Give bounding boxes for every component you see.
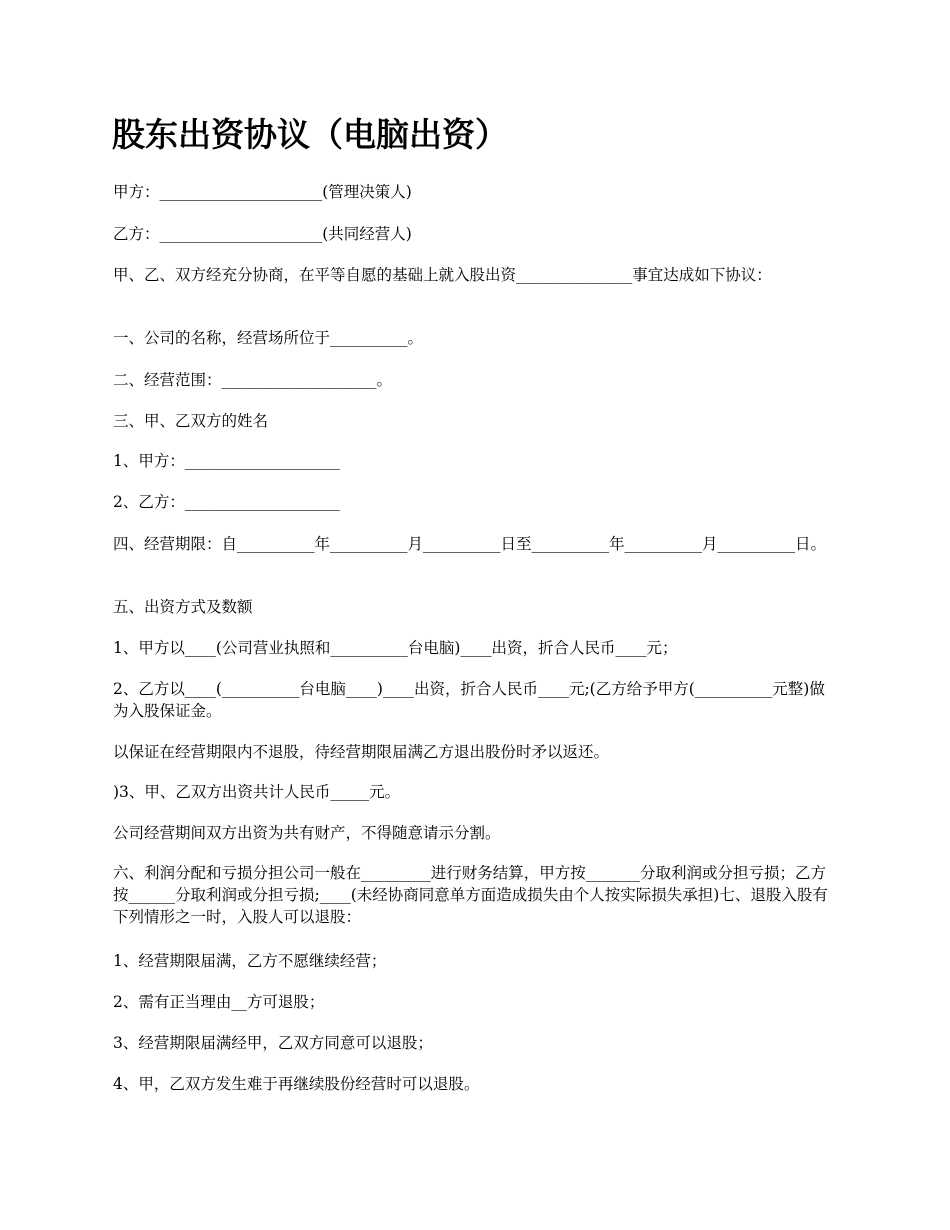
- clause-5-joint-property: 公司经营期间双方出资为共有财产，不得随意请示分割。: [113, 824, 501, 842]
- withdrawal-condition-1: 1、经营期限届满，乙方不愿继续经营；: [113, 952, 387, 970]
- clause-4-term: 四、经营期限：自__________年__________月__________日至__________年__________月__________日。: [113, 535, 827, 553]
- party-b-line: 乙方：_____________________(共同经营人): [113, 225, 412, 243]
- clause-5-total-contribution: )3、甲、乙双方出资共计人民币_____元。: [113, 783, 401, 801]
- withdrawal-condition-2: 2、需有正当理由__方可退股；: [113, 993, 325, 1011]
- clause-1-company-name: 一、公司的名称，经营场所位于__________。: [113, 329, 424, 347]
- clause-5-party-a-contribution: 1、甲方以____(公司营业执照和__________台电脑)____出资，折合人民币____元；: [113, 639, 678, 657]
- clause-5-deposit-note: 以保证在经营期限内不退股，待经营期限届满乙方退出股份时矛以返还。: [113, 743, 610, 761]
- clause-5-heading: 五、出资方式及数额: [113, 598, 253, 616]
- clause-3-party-b-name: 2、乙方：____________________: [113, 493, 340, 511]
- clause-3-party-a-name: 1、甲方：____________________: [113, 452, 340, 470]
- withdrawal-condition-4: 4、甲，乙双方发生难于再继续股份经营时可以退股。: [113, 1075, 480, 1093]
- agreement-preamble: 甲、乙、双方经充分协商，在平等自愿的基础上就入股出资_______________事宜达成如下协议：: [113, 266, 772, 284]
- clause-2-business-scope: 二、经营范围：____________________。: [113, 371, 393, 389]
- party-a-line: 甲方：_____________________(管理决策人): [113, 183, 412, 201]
- document-title: 股东出资协议（电脑出资）: [112, 115, 508, 154]
- clause-6-profit-distribution: 六、利润分配和亏损分担公司一般在_________进行财务结算，甲方按_______分取利润或分担亏损；乙方按______分取利润或分担亏损;____(未经协商同意单方面造成损失由个人按实际损失承担)七、退股入股有下列情形之一时，入股人可以退股：: [113, 864, 828, 926]
- clause-5-party-b-contribution: 2、乙方以____(__________台电脑____)____出资，折合人民币____元;(乙方给予甲方(__________元整)做为入股保证金。: [113, 680, 825, 720]
- withdrawal-condition-3: 3、经营期限届满经甲，乙双方同意可以退股；: [113, 1034, 433, 1052]
- clause-3-heading: 三、甲、乙双方的姓名: [113, 412, 269, 430]
